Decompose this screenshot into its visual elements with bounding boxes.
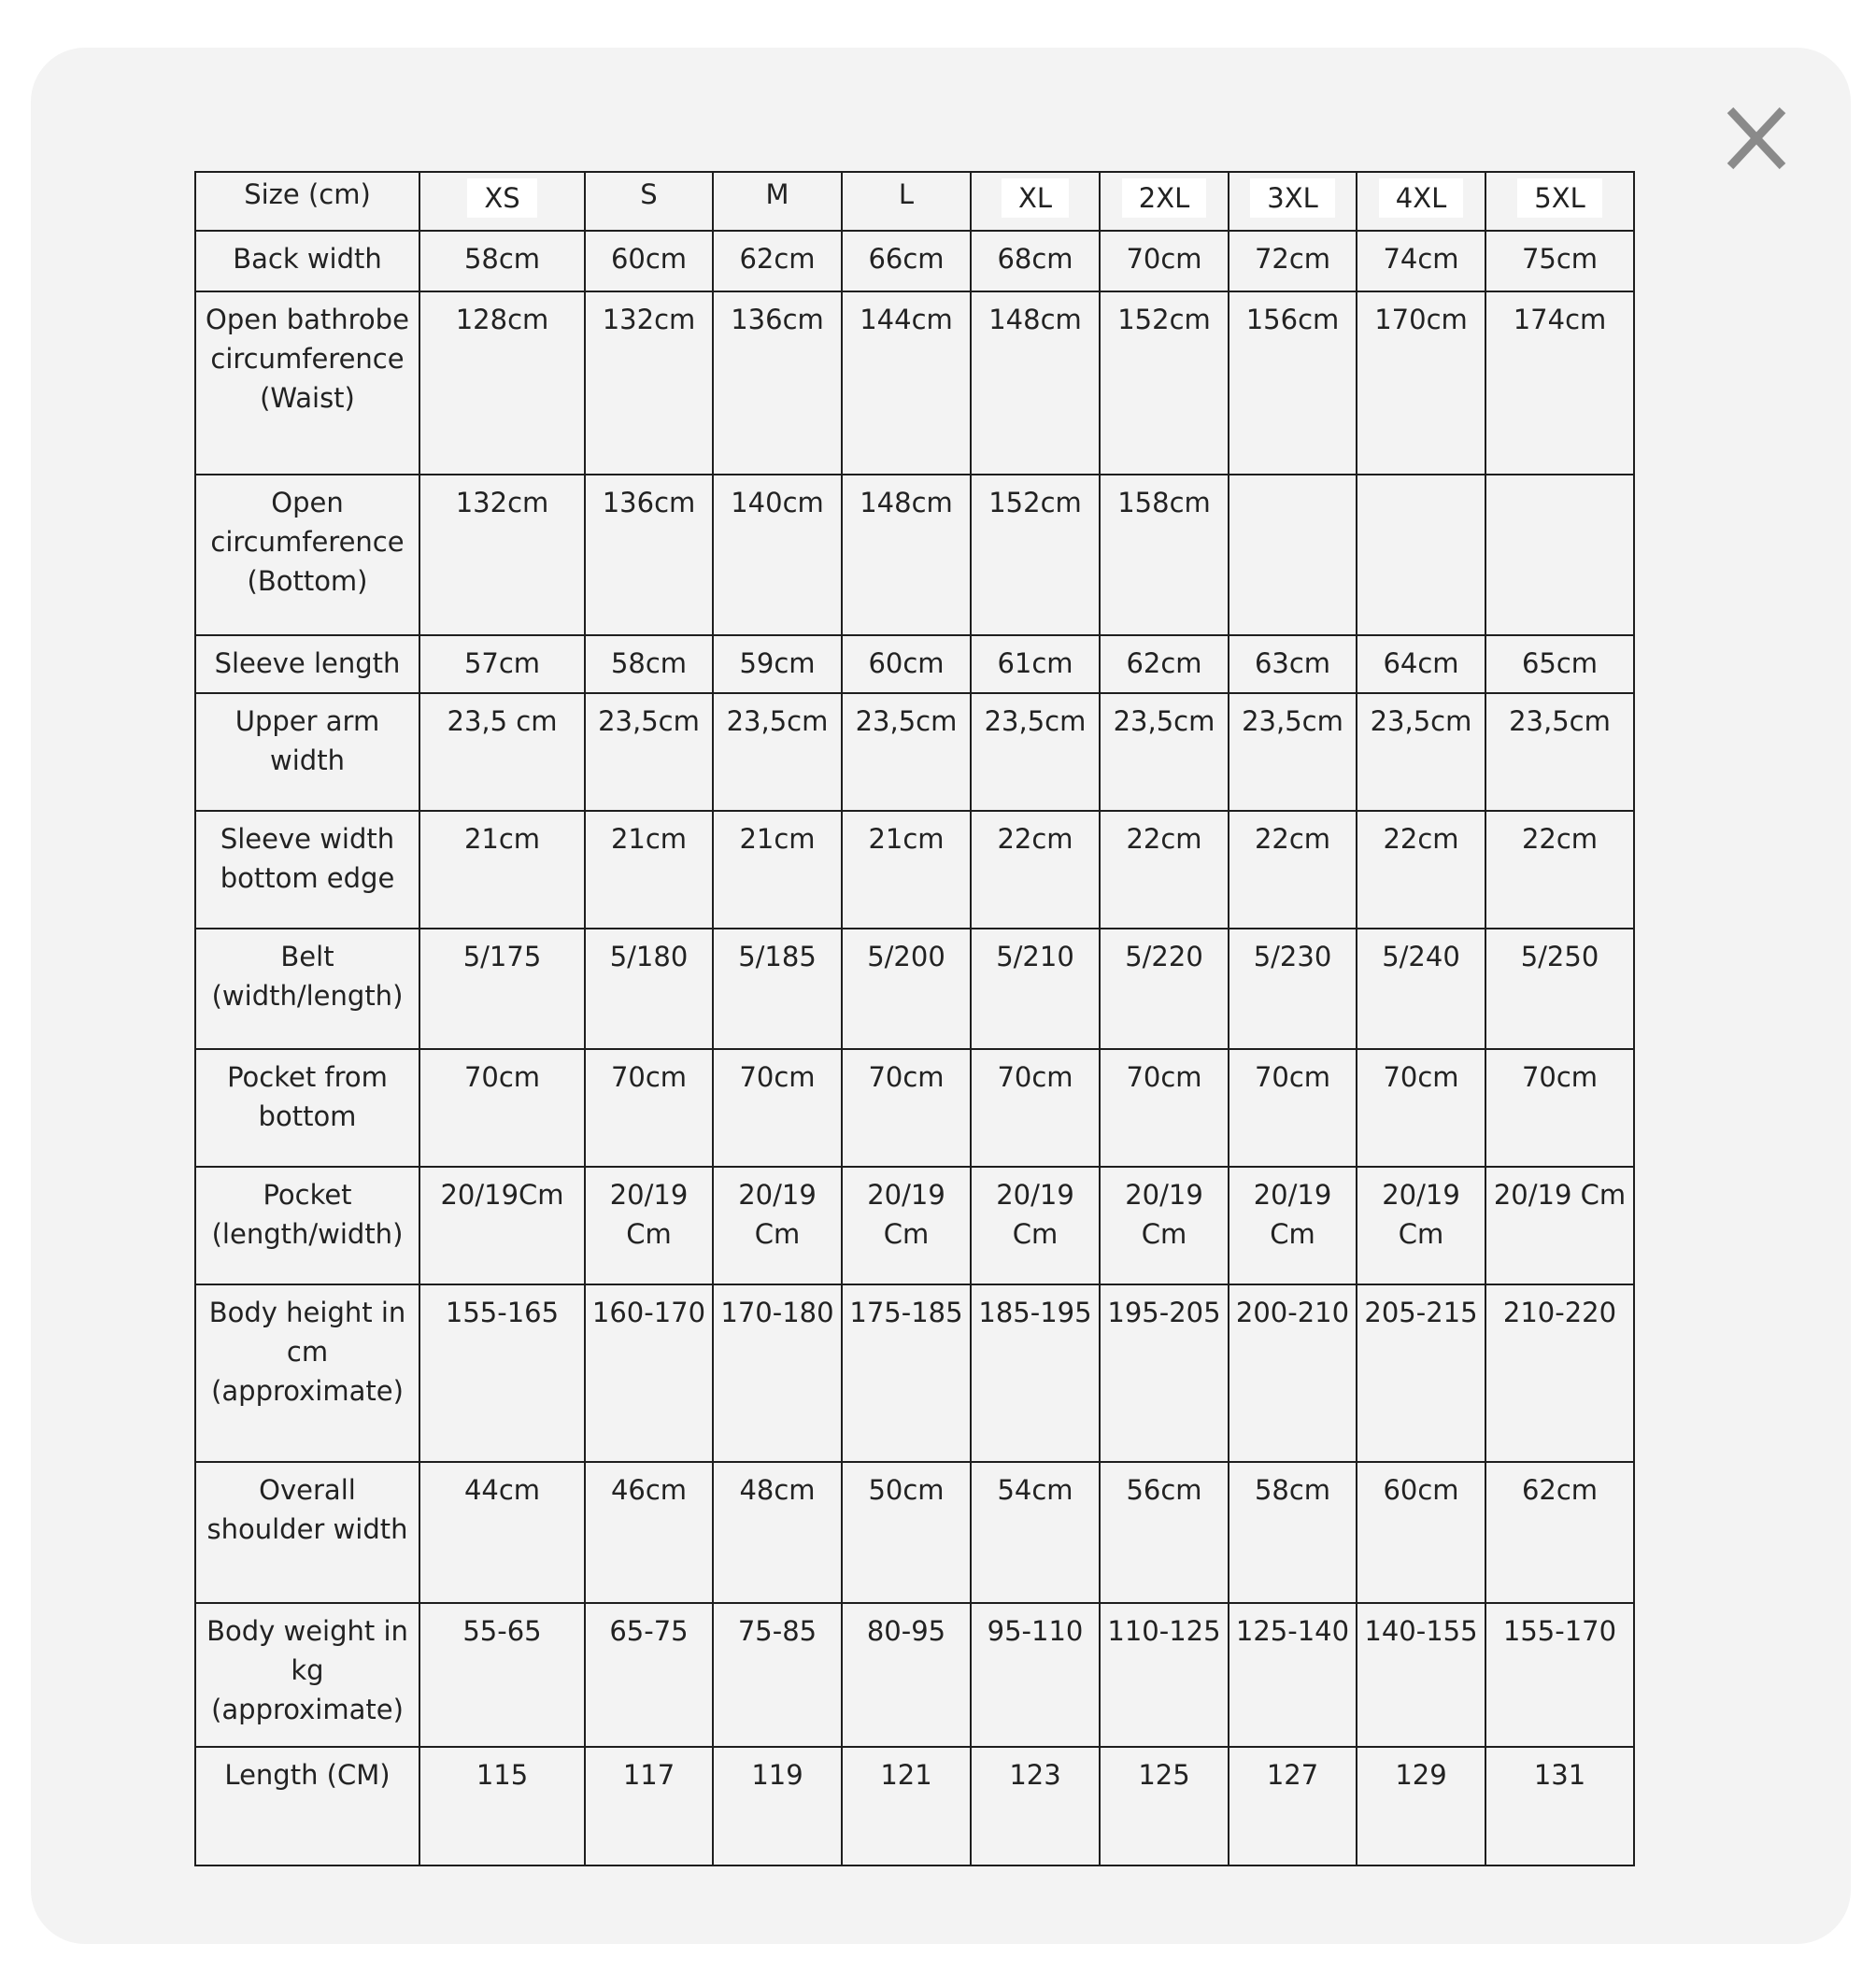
table-cell: 170cm (1357, 291, 1485, 475)
table-cell: 160-170 (585, 1284, 713, 1462)
table-cell: 56cm (1100, 1462, 1229, 1603)
table-cell (1357, 475, 1485, 635)
table-cell: 5/180 (585, 929, 713, 1049)
row-label: Open bathrobe circumference (Waist) (195, 291, 419, 475)
table-row (195, 1284, 1634, 1462)
table-cell: 5/220 (1100, 929, 1229, 1049)
column-header: L (842, 172, 971, 231)
table-cell: 21cm (585, 811, 713, 929)
table-row (195, 929, 1634, 1049)
table-cell: 152cm (1100, 291, 1229, 475)
table-row (195, 291, 1634, 475)
table-cell: 20/19 Cm (1485, 1167, 1634, 1284)
table-cell: 23,5cm (713, 693, 842, 811)
table-cell: 61cm (971, 635, 1100, 693)
table-cell: 155-170 (1485, 1603, 1634, 1747)
table-cell: 125-140 (1229, 1603, 1357, 1747)
table-cell: 205-215 (1357, 1284, 1485, 1462)
table-cell: 75-85 (713, 1603, 842, 1747)
column-header: Size (cm) (195, 172, 419, 231)
table-cell: 22cm (1485, 811, 1634, 929)
table-cell: 21cm (419, 811, 585, 929)
row-label: Body weight in kg (approximate) (195, 1603, 419, 1747)
table-cell: 148cm (842, 475, 971, 635)
table-row (195, 1603, 1634, 1747)
table-cell: 59cm (713, 635, 842, 693)
table-row (195, 1049, 1634, 1167)
table-cell: 5/200 (842, 929, 971, 1049)
table-cell: 68cm (971, 231, 1100, 291)
table-cell: 72cm (1229, 231, 1357, 291)
table-cell: 95-110 (971, 1603, 1100, 1747)
row-label: Overall shoulder width (195, 1462, 419, 1603)
table-cell: 65cm (1485, 635, 1634, 693)
table-cell: 58cm (585, 635, 713, 693)
table-cell: 110-125 (1100, 1603, 1229, 1747)
table-row (195, 1167, 1634, 1284)
table-body (195, 231, 1634, 1865)
table-cell: 57cm (419, 635, 585, 693)
column-header: 4XL (1357, 172, 1485, 231)
row-label: Open circumference (Bottom) (195, 475, 419, 635)
table-cell: 129 (1357, 1747, 1485, 1865)
table-cell: 20/19 Cm (842, 1167, 971, 1284)
table-cell: 23,5 cm (419, 693, 585, 811)
table-cell: 23,5cm (1357, 693, 1485, 811)
table-cell: 50cm (842, 1462, 971, 1603)
table-cell: 58cm (419, 231, 585, 291)
table-cell: 144cm (842, 291, 971, 475)
row-label: Pocket (length/width) (195, 1167, 419, 1284)
table-cell: 60cm (1357, 1462, 1485, 1603)
column-header: XS (419, 172, 585, 231)
table-cell: 200-210 (1229, 1284, 1357, 1462)
table-cell: 66cm (842, 231, 971, 291)
row-label: Back width (195, 231, 419, 291)
table-cell (1229, 475, 1357, 635)
table-cell: 136cm (585, 475, 713, 635)
table-cell: 46cm (585, 1462, 713, 1603)
column-header: 2XL (1100, 172, 1229, 231)
table-cell: 23,5cm (1100, 693, 1229, 811)
table-cell: 23,5cm (1229, 693, 1357, 811)
table-cell: 155-165 (419, 1284, 585, 1462)
table-row (195, 1462, 1634, 1603)
table-cell: 22cm (1229, 811, 1357, 929)
table-cell: 60cm (585, 231, 713, 291)
row-label: Length (CM) (195, 1747, 419, 1865)
table-cell: 117 (585, 1747, 713, 1865)
table-cell: 62cm (713, 231, 842, 291)
table-cell: 48cm (713, 1462, 842, 1603)
table-cell: 70cm (1100, 1049, 1229, 1167)
close-button[interactable] (1719, 101, 1794, 176)
table-cell: 23,5cm (842, 693, 971, 811)
table-cell: 70cm (1485, 1049, 1634, 1167)
table-cell: 62cm (1485, 1462, 1634, 1603)
header-row (195, 172, 1634, 231)
table-cell: 20/19 Cm (971, 1167, 1100, 1284)
column-header: XL (971, 172, 1100, 231)
table-cell: 70cm (585, 1049, 713, 1167)
table-cell (1485, 475, 1634, 635)
row-label: Belt (width/length) (195, 929, 419, 1049)
table-cell: 140cm (713, 475, 842, 635)
table-cell: 20/19 Cm (1357, 1167, 1485, 1284)
table-cell: 5/250 (1485, 929, 1634, 1049)
table-cell: 20/19 Cm (713, 1167, 842, 1284)
row-label: Upper arm width (195, 693, 419, 811)
table-cell: 148cm (971, 291, 1100, 475)
table-cell: 70cm (1357, 1049, 1485, 1167)
row-label: Sleeve length (195, 635, 419, 693)
table-cell: 74cm (1357, 231, 1485, 291)
table-cell: 121 (842, 1747, 971, 1865)
table-cell: 20/19 Cm (585, 1167, 713, 1284)
table-cell: 58cm (1229, 1462, 1357, 1603)
table-row (195, 635, 1634, 693)
table-cell: 62cm (1100, 635, 1229, 693)
table-cell: 175-185 (842, 1284, 971, 1462)
table-cell: 128cm (419, 291, 585, 475)
table-cell: 60cm (842, 635, 971, 693)
table-cell: 70cm (1229, 1049, 1357, 1167)
row-label: Pocket from bottom (195, 1049, 419, 1167)
table-cell: 127 (1229, 1747, 1357, 1865)
table-cell: 20/19Cm (419, 1167, 585, 1284)
table-cell: 20/19 Cm (1100, 1167, 1229, 1284)
table-cell: 23,5cm (585, 693, 713, 811)
table-cell: 70cm (713, 1049, 842, 1167)
table-cell: 70cm (1100, 231, 1229, 291)
table-cell: 152cm (971, 475, 1100, 635)
table-cell: 21cm (842, 811, 971, 929)
close-icon (1719, 101, 1794, 176)
table-cell: 119 (713, 1747, 842, 1865)
table-cell: 125 (1100, 1747, 1229, 1865)
table-row (195, 1747, 1634, 1865)
column-header: 5XL (1485, 172, 1634, 231)
table-cell: 64cm (1357, 635, 1485, 693)
table-cell: 5/240 (1357, 929, 1485, 1049)
table-cell: 65-75 (585, 1603, 713, 1747)
table-cell: 80-95 (842, 1603, 971, 1747)
table-cell: 195-205 (1100, 1284, 1229, 1462)
table-cell: 174cm (1485, 291, 1634, 475)
table-cell: 21cm (713, 811, 842, 929)
table-cell: 5/175 (419, 929, 585, 1049)
table-cell: 44cm (419, 1462, 585, 1603)
table-cell: 54cm (971, 1462, 1100, 1603)
row-label: Sleeve width bottom edge (195, 811, 419, 929)
table-cell: 170-180 (713, 1284, 842, 1462)
table-cell: 210-220 (1485, 1284, 1634, 1462)
table-cell: 123 (971, 1747, 1100, 1865)
table-cell: 140-155 (1357, 1603, 1485, 1747)
column-header: S (585, 172, 713, 231)
table-cell: 23,5cm (971, 693, 1100, 811)
column-header: 3XL (1229, 172, 1357, 231)
table-cell: 70cm (842, 1049, 971, 1167)
size-chart-table (194, 171, 1635, 1866)
table-cell: 158cm (1100, 475, 1229, 635)
table-row (195, 811, 1634, 929)
table-cell: 55-65 (419, 1603, 585, 1747)
table-cell: 115 (419, 1747, 585, 1865)
table-cell: 5/230 (1229, 929, 1357, 1049)
table-row (195, 231, 1634, 291)
table-cell: 156cm (1229, 291, 1357, 475)
table-cell: 75cm (1485, 231, 1634, 291)
table-cell: 5/185 (713, 929, 842, 1049)
column-header: M (713, 172, 842, 231)
table-cell: 132cm (585, 291, 713, 475)
row-label: Body height in cm (approximate) (195, 1284, 419, 1462)
table-cell: 22cm (1100, 811, 1229, 929)
table-cell: 185-195 (971, 1284, 1100, 1462)
table-cell: 131 (1485, 1747, 1634, 1865)
table-cell: 63cm (1229, 635, 1357, 693)
table-row (195, 693, 1634, 811)
table-cell: 23,5cm (1485, 693, 1634, 811)
table-cell: 5/210 (971, 929, 1100, 1049)
table-cell: 20/19 Cm (1229, 1167, 1357, 1284)
table-cell: 136cm (713, 291, 842, 475)
table-cell: 132cm (419, 475, 585, 635)
table-cell: 70cm (419, 1049, 585, 1167)
table-cell: 70cm (971, 1049, 1100, 1167)
table-row (195, 475, 1634, 635)
table-cell: 22cm (971, 811, 1100, 929)
table-cell: 22cm (1357, 811, 1485, 929)
